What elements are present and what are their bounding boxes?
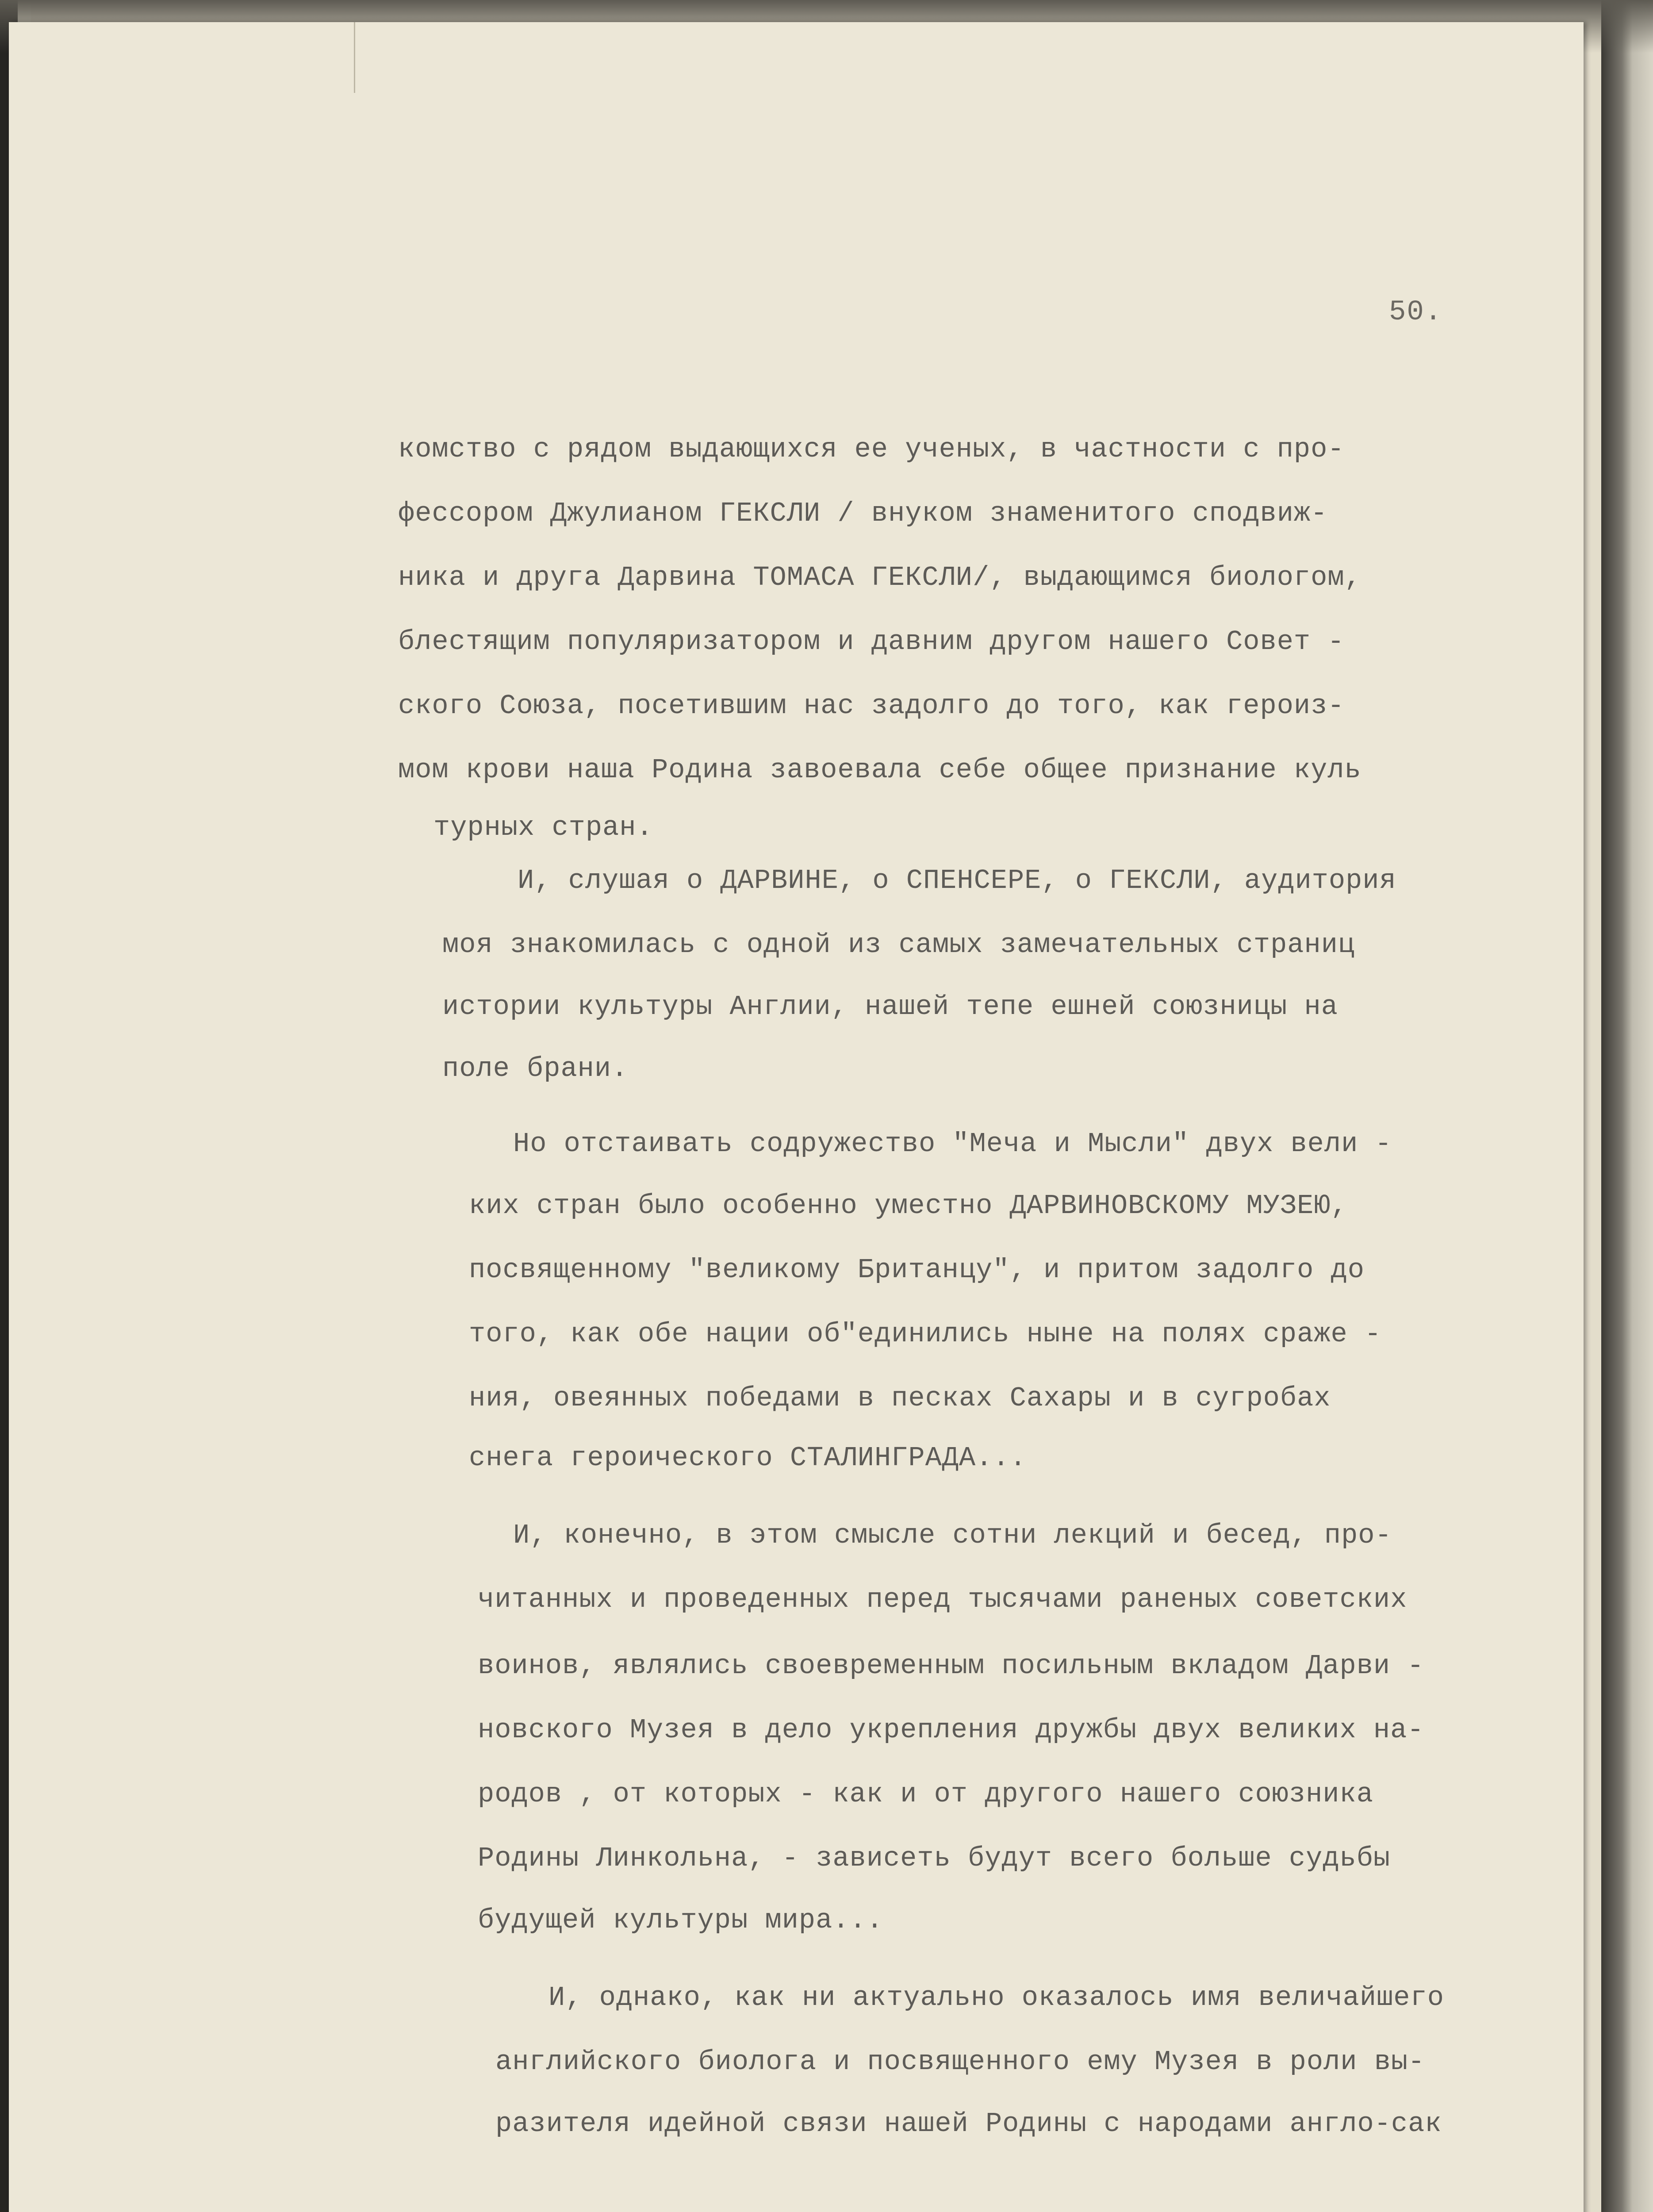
- text-line: родов , от которых - как и от другого нашего союзника: [478, 1778, 1373, 1810]
- text-line: ких стран было особенно уместно ДАРВИНОВСКОМУ МУЗЕЮ,: [469, 1190, 1348, 1221]
- page-number: 50.: [1389, 296, 1443, 328]
- text-line: Но отстаивать содружество "Меча и Мысли" двух вели -: [513, 1128, 1392, 1160]
- text-line: поле брани.: [442, 1053, 629, 1084]
- text-line: фессором Джулианом ГЕКСЛИ / внуком знаменитого сподвиж-: [398, 498, 1328, 529]
- text-line: мом крови наша Родина завоевала себе общее признание куль: [398, 754, 1362, 786]
- text-line: И, конечно, в этом смысле сотни лекций и бесед, про-: [513, 1520, 1392, 1551]
- text-line: воинов, являлись своевременным посильным вкладом Дарви -: [478, 1650, 1424, 1682]
- text-line: И, однако, как ни актуально оказалось имя величайшего: [548, 1982, 1444, 2013]
- text-line: турных стран.: [433, 812, 653, 843]
- text-line: ника и друга Дарвина ТОМАСА ГЕКСЛИ/, выдающимся биологом,: [398, 562, 1362, 593]
- text-line: моя знакомилась с одной из самых замечательных страниц: [442, 929, 1355, 960]
- text-line: читанных и проведенных перед тысячами раненых советских: [478, 1584, 1408, 1615]
- text-line: комство с рядом выдающихся ее ученых, в частности с про-: [398, 434, 1345, 465]
- text-line: посвященному "великому Британцу", и притом задолго до: [469, 1254, 1365, 1286]
- text-line: ния, овеянных победами в песках Сахары и в сугробах: [469, 1382, 1331, 1414]
- text-line: Родины Линкольна, - зависеть будут всего больше судьбы: [478, 1843, 1391, 1874]
- text-line: истории культуры Англии, нашей тепе ешней союзницы на: [442, 991, 1338, 1022]
- text-line: И, слушая о ДАРВИНЕ, о СПЕНСЕРЕ, о ГЕКСЛИ, аудитория: [518, 865, 1396, 896]
- page-edge-strip: [1601, 0, 1653, 2212]
- text-line: блестящим популяризатором и давним другом нашего Совет -: [398, 626, 1345, 657]
- fold-line: [354, 22, 355, 93]
- text-line: новского Музея в дело укрепления дружбы двух великих на-: [478, 1714, 1424, 1746]
- text-line: разителя идейной связи нашей Родины с народами англо-сак: [495, 2108, 1442, 2139]
- text-line: того, как обе нации об"единились ныне на полях сраже -: [469, 1318, 1382, 1350]
- text-line: снега героического СТАЛИНГРАДА...: [469, 1442, 1027, 1474]
- text-line: английского биолога и посвященного ему Музея в роли вы-: [495, 2046, 1425, 2078]
- typed-page: [9, 22, 1584, 2212]
- text-line: ского Союза, посетившим нас задолго до того, как героиз-: [398, 690, 1345, 722]
- text-line: будущей культуры мира...: [478, 1905, 883, 1936]
